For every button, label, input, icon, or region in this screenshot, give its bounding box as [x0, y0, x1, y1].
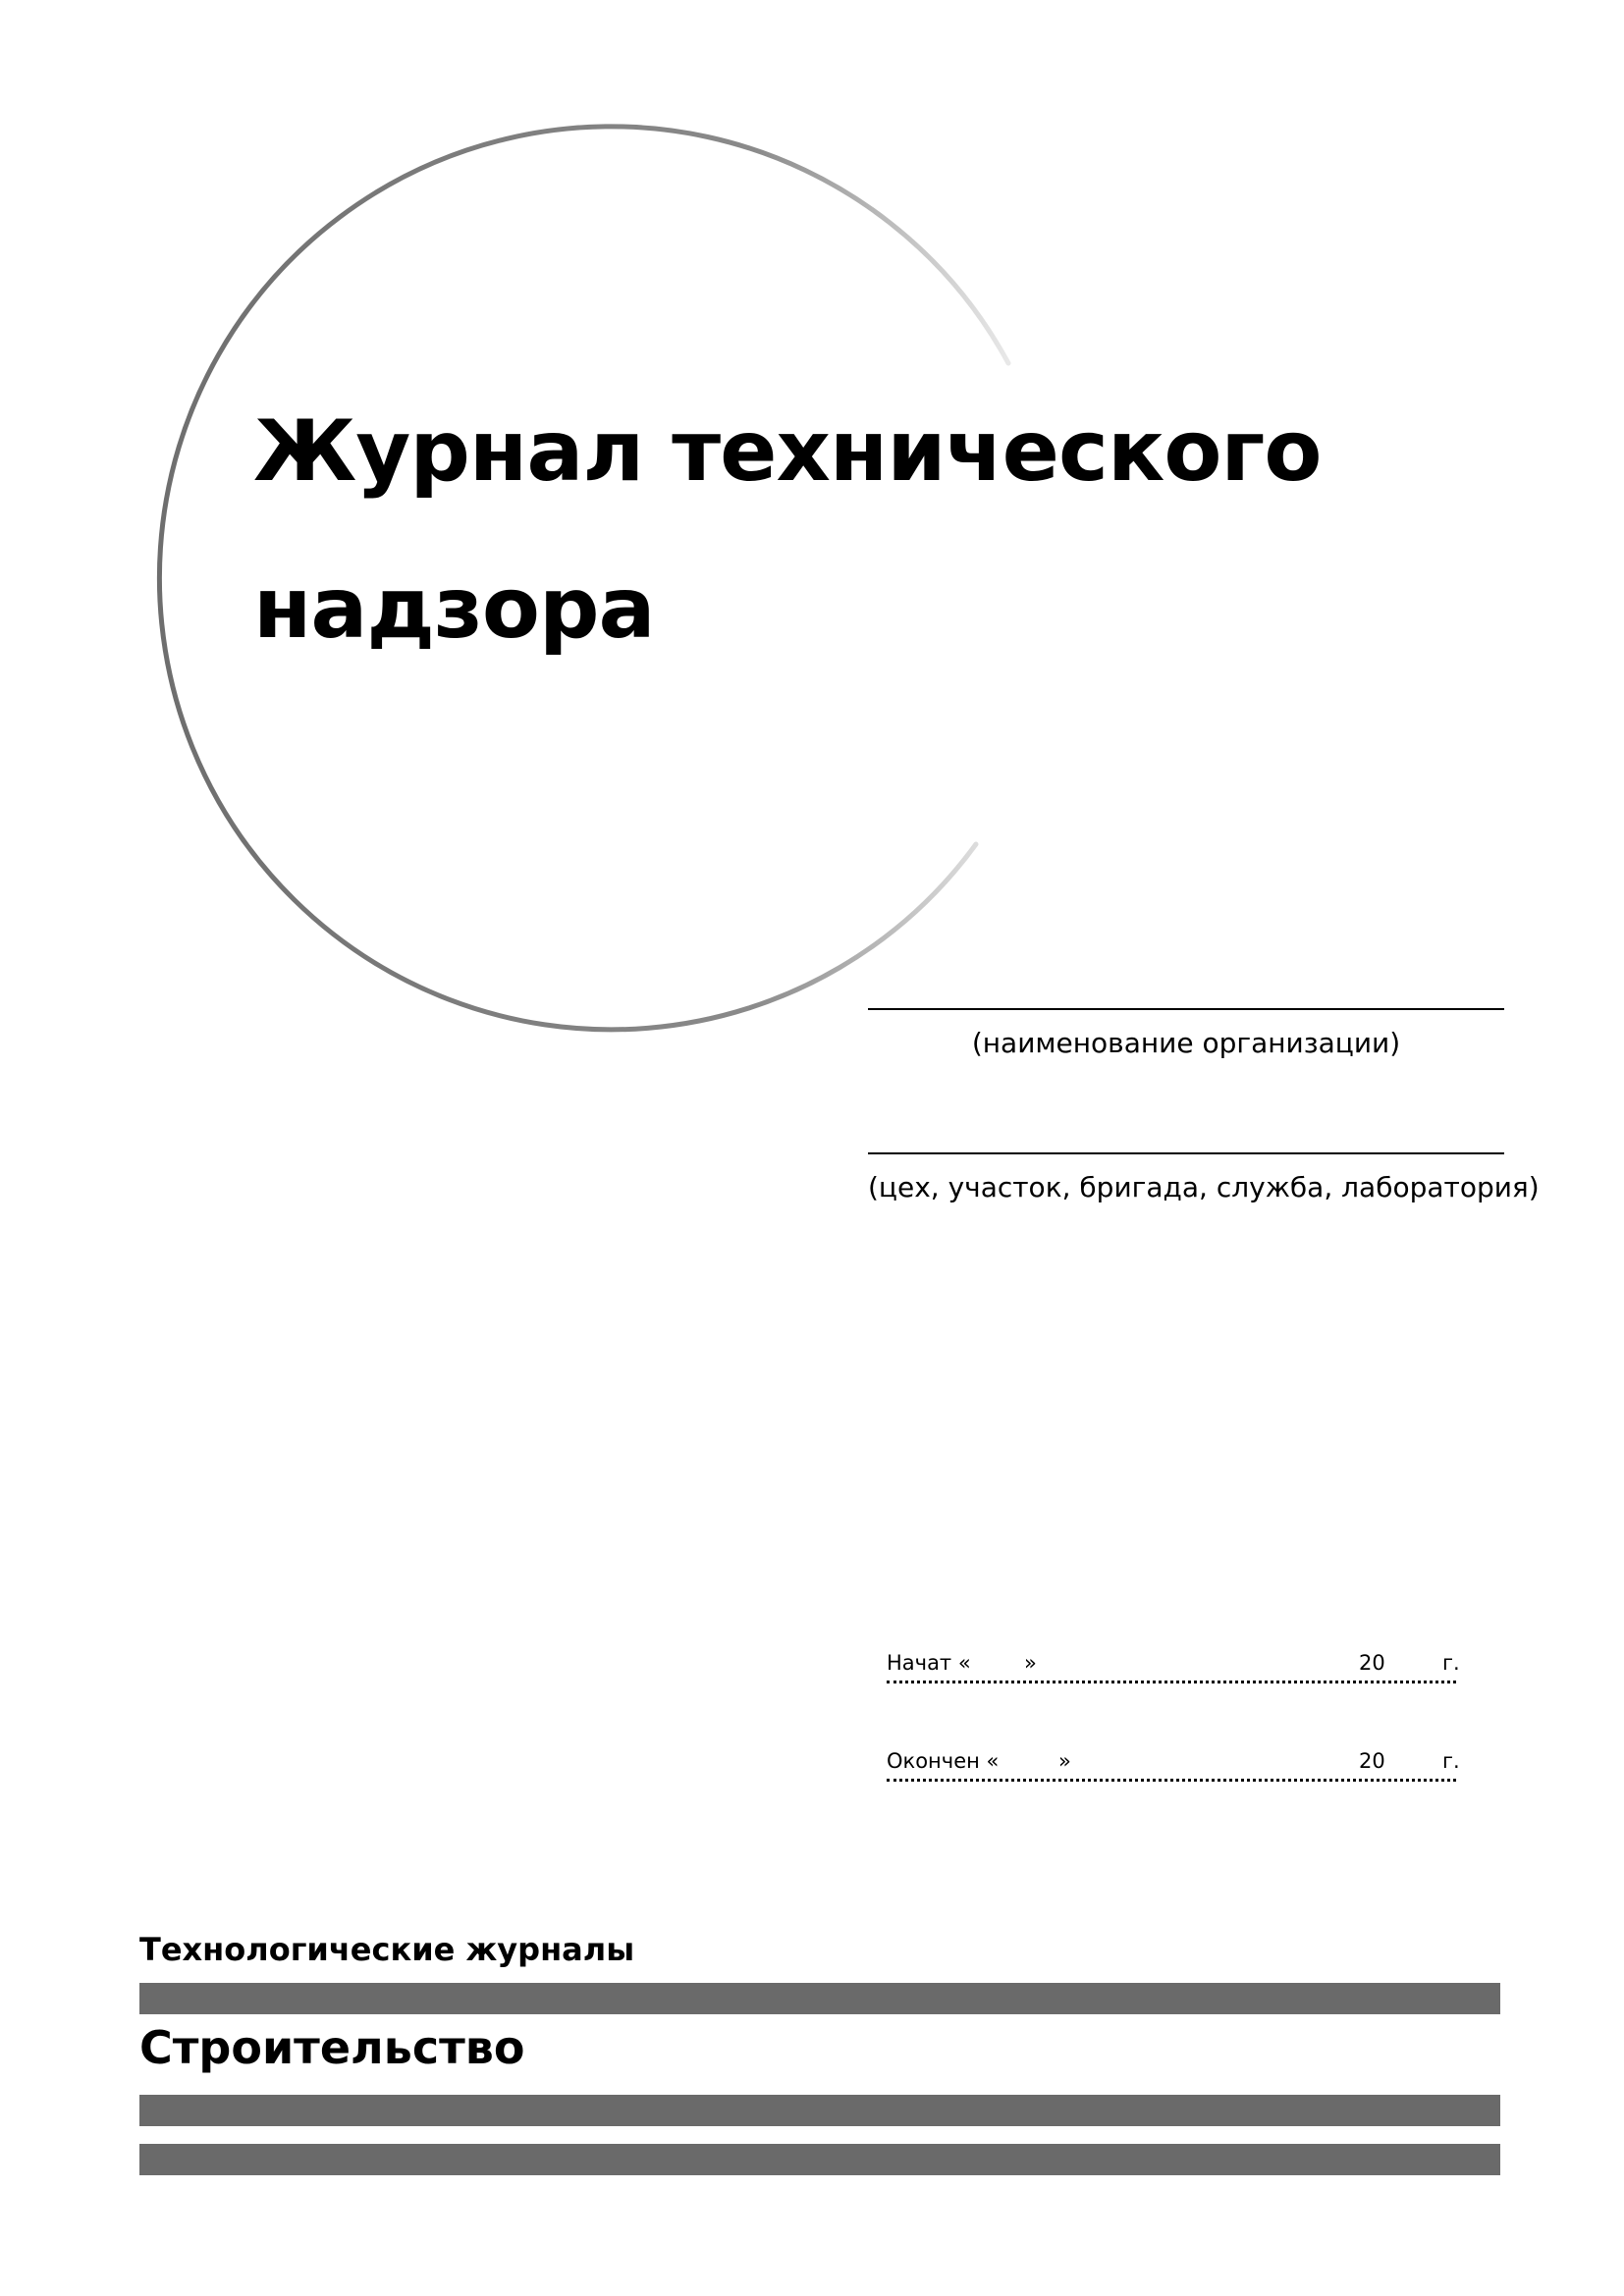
- finished-close-quote: »: [1058, 1749, 1071, 1773]
- divider-bar-top: [139, 1983, 1500, 2014]
- series-label: Технологические журналы: [139, 1931, 635, 1968]
- journal-title-line-1: Журнал технического: [253, 402, 1322, 501]
- organization-name-line[interactable]: [868, 1008, 1504, 1010]
- finished-label: Окончен «: [887, 1749, 1000, 1773]
- journal-title-line-2: надзора: [253, 560, 655, 658]
- started-year-suffix: г.: [1442, 1651, 1460, 1675]
- finished-year-prefix: 20: [1359, 1749, 1385, 1773]
- unit-name-caption: (цех, участок, бригада, служба, лаборатория): [868, 1171, 1540, 1203]
- started-year-prefix: 20: [1359, 1651, 1385, 1675]
- started-close-quote: »: [1024, 1651, 1037, 1675]
- divider-bar-middle: [139, 2095, 1500, 2126]
- finished-year-suffix: г.: [1442, 1749, 1460, 1773]
- divider-bar-bottom: [139, 2144, 1500, 2175]
- finished-date-row[interactable]: [887, 1743, 1460, 1782]
- started-date-row[interactable]: [887, 1645, 1460, 1683]
- organization-name-caption: (наименование организации): [971, 1027, 1401, 1059]
- unit-name-line[interactable]: [868, 1152, 1504, 1154]
- category-label: Строительство: [139, 2021, 525, 2074]
- started-label: Начат «: [887, 1651, 971, 1675]
- journal-title: [253, 373, 1432, 687]
